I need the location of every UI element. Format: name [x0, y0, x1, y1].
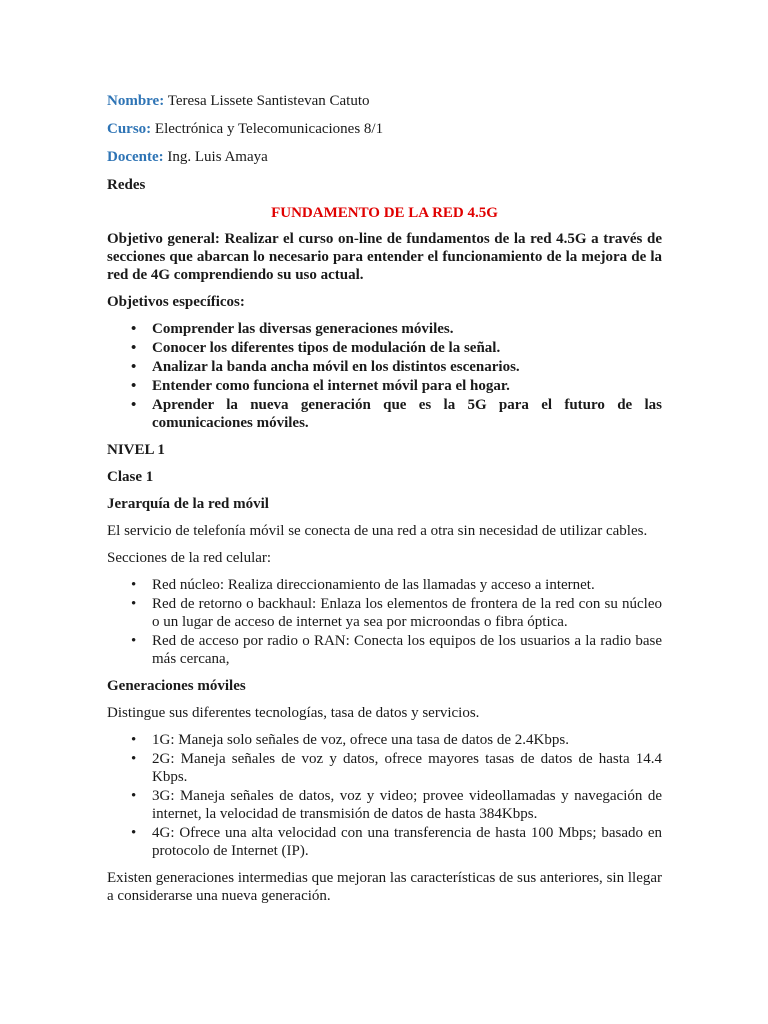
list-item: • Aprender la nueva generación que es la 5G para el futuro de las comunicaciones móviles.: [131, 397, 662, 431]
generaciones-intro: Distingue sus diferentes tecnologías, tasa de datos y servicios.: [107, 705, 480, 721]
nivel-heading: NIVEL 1: [107, 442, 165, 458]
objetivo-general: Objetivo general: Realizar el curso on-line de fundamentos de la red 4.5G a través de secciones que abarcan lo necesario para entender el funcionamiento de la mejora de la red de 4G comprendiendo su uso actual.: [107, 231, 662, 283]
bullet-icon: •: [131, 825, 137, 841]
list-item: • 4G: Ofrece una alta velocidad con una transferencia de hasta 100 Mbps; basado en protocolo de Internet (IP).: [131, 825, 662, 859]
bullet-icon: •: [131, 751, 137, 767]
curso-value: Electrónica y Telecomunicaciones 8/1: [154, 121, 384, 137]
bullet-icon: •: [131, 633, 137, 649]
list-item: • 3G: Maneja señales de datos, voz y video; provee videollamadas y navegación de internet, la velocidad de transmisión de datos de hasta 384Kbps.: [131, 788, 662, 822]
secciones-heading: Secciones de la red celular:: [107, 550, 272, 566]
bullet-icon: •: [131, 788, 137, 804]
list-item: • Comprender las diversas generaciones móviles.: [131, 321, 454, 337]
generaciones-closing: Existen generaciones intermedias que mejoran las características de sus anteriores, sin llegar a considerarse una nueva generación.: [107, 870, 662, 904]
bullet-icon: •: [131, 577, 137, 593]
secciones-list: [107, 576, 662, 668]
generaciones-heading: Generaciones móviles: [107, 678, 246, 694]
bullet-icon: •: [131, 359, 137, 375]
list-item: • 1G: Maneja solo señales de voz, ofrece una tasa de datos de 2.4Kbps.: [131, 732, 569, 748]
objetivos-especificos-list: [107, 320, 662, 432]
curso-line: [107, 120, 662, 138]
bullet-icon: •: [131, 397, 137, 413]
docente-line: [107, 148, 662, 166]
docente-label: Docente:: [107, 149, 164, 165]
list-item: • Entender como funciona el internet móvil para el hogar.: [131, 378, 510, 394]
docente-value: Ing. Luis Amaya: [167, 149, 268, 165]
bullet-icon: •: [131, 732, 137, 748]
list-item: • Red de acceso por radio o RAN: Conecta los equipos de los usuarios a la radio base más cercana,: [131, 633, 662, 667]
bullet-icon: •: [131, 378, 137, 394]
nombre-value: Teresa Lissete Santistevan Catuto: [167, 93, 370, 109]
nombre-line: [107, 92, 662, 110]
list-item: • Analizar la banda ancha móvil en los distintos escenarios.: [131, 359, 520, 375]
bullet-icon: •: [131, 596, 137, 612]
document-title: FUNDAMENTO DE LA RED 4.5G: [271, 205, 498, 221]
bullet-icon: •: [131, 321, 137, 337]
nombre-label: Nombre:: [107, 93, 165, 109]
generaciones-list: [107, 731, 662, 860]
list-item: • Red de retorno o backhaul: Enlaza los elementos de frontera de la red con su núcleo o un lugar de acceso de internet ya sea por microondas o fibra óptica.: [131, 596, 662, 630]
jerarquia-heading: Jerarquía de la red móvil: [107, 496, 269, 512]
bullet-icon: •: [131, 340, 137, 356]
curso-label: Curso:: [107, 121, 152, 137]
list-item: • 2G: Maneja señales de voz y datos, ofrece mayores tasas de datos de hasta 14.4 Kbps.: [131, 751, 662, 785]
jerarquia-intro: El servicio de telefonía móvil se conecta de una red a otra sin necesidad de utilizar cables.: [107, 523, 648, 539]
subject-heading: Redes: [107, 177, 146, 193]
clase-heading: Clase 1: [107, 469, 154, 485]
list-item: • Conocer los diferentes tipos de modulación de la señal.: [131, 340, 501, 356]
list-item: • Red núcleo: Realiza direccionamiento de las llamadas y acceso a internet.: [131, 577, 595, 593]
objetivos-especificos-heading: Objetivos específicos:: [107, 294, 245, 310]
